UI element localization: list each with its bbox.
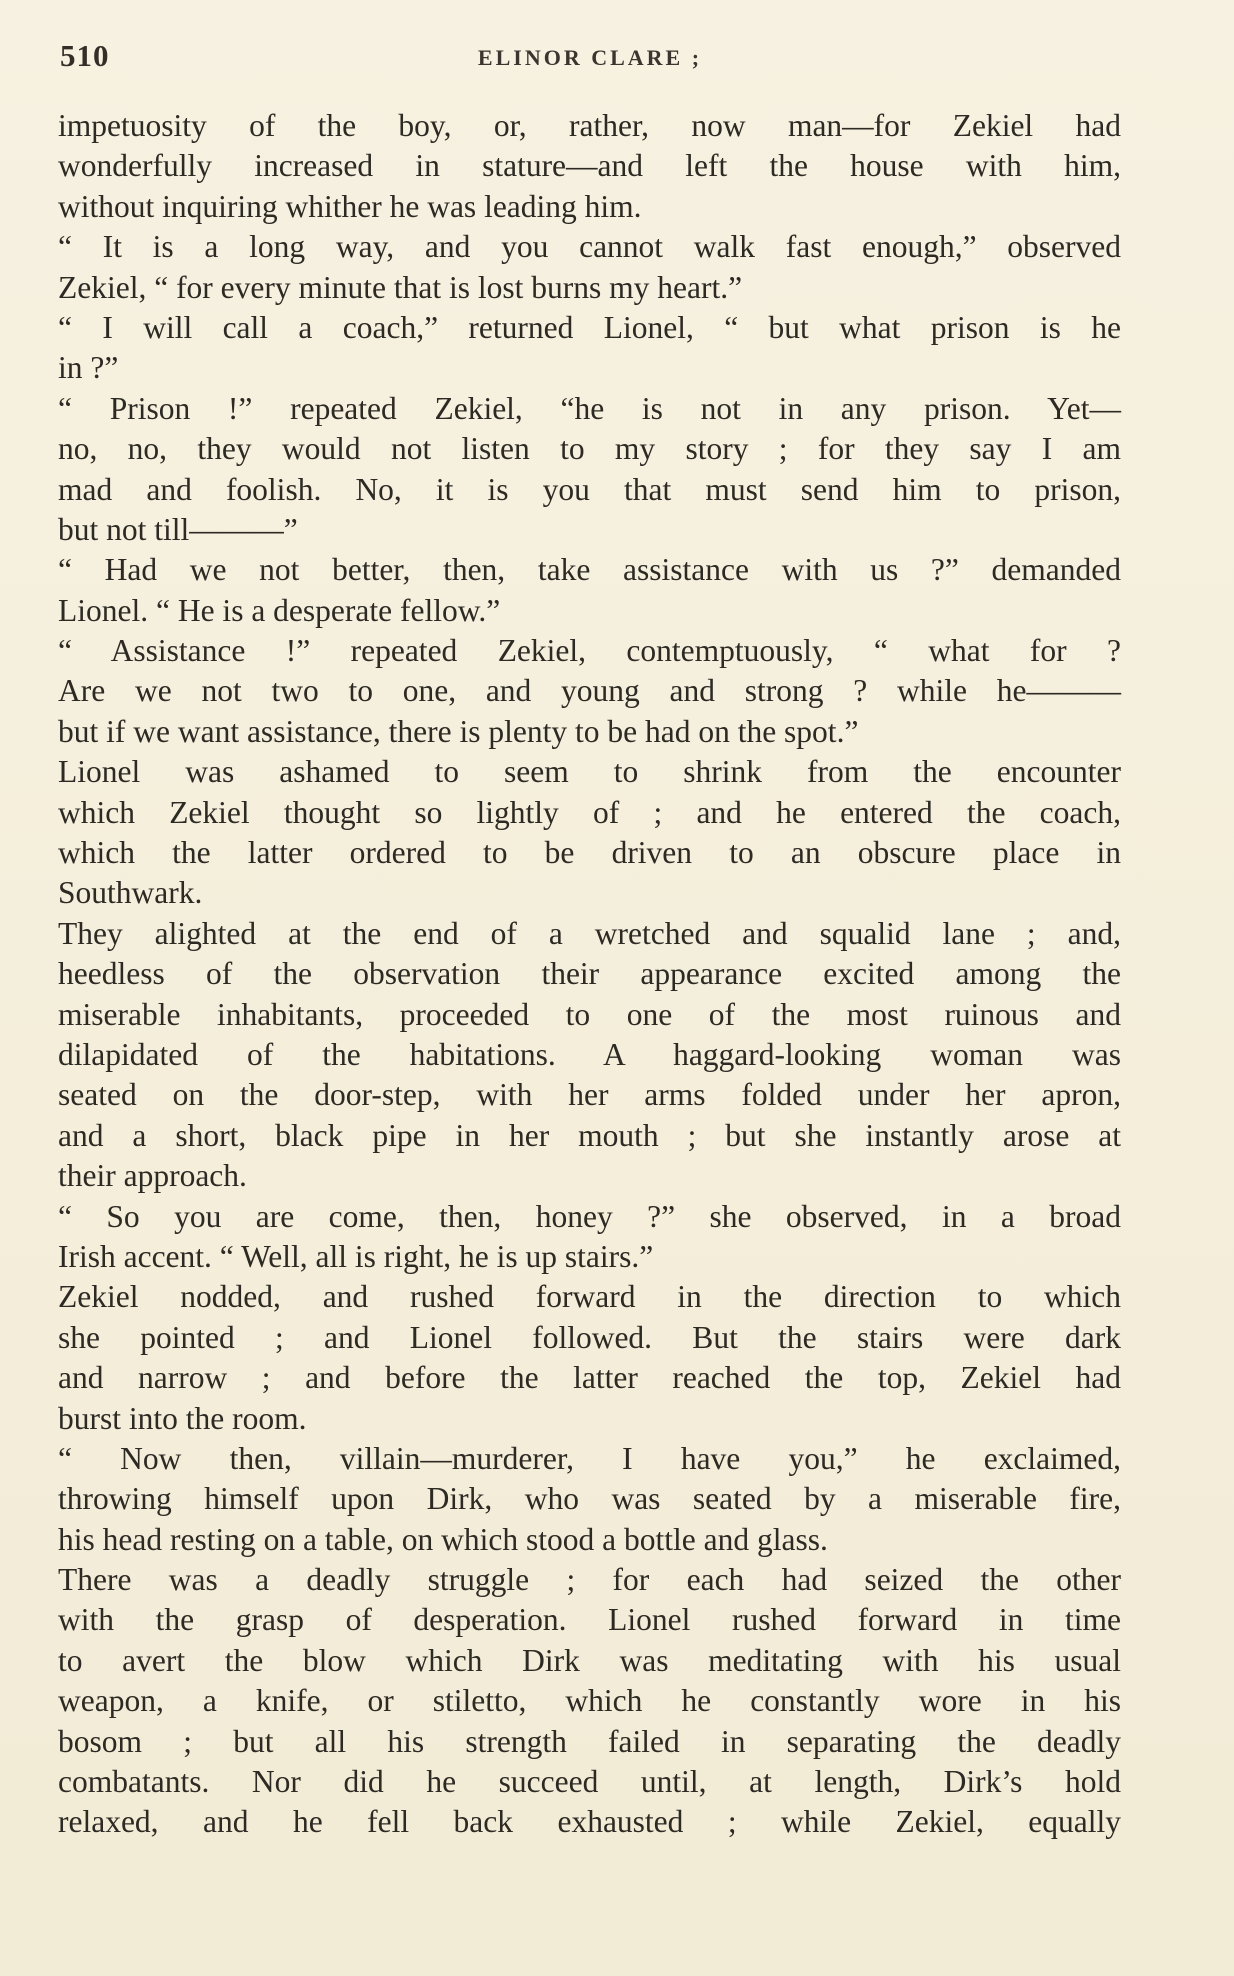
text-line: no, no, they would not listen to my story ; for they say I am <box>58 431 1121 467</box>
text-line: Lionel was ashamed to seem to shrink from the encounter <box>58 754 1121 790</box>
text-line: “ It is a long way, and you cannot walk fast enough,” observed <box>58 229 1121 265</box>
text-line: she pointed ; and Lionel followed. But the stairs were dark <box>58 1319 1121 1355</box>
text-line: dilapidated of the habitations. A haggard-looking woman was <box>58 1036 1121 1072</box>
text-line: to avert the blow which Dirk was meditating with his usual <box>58 1642 1121 1678</box>
text-line: Are we not two to one, and young and strong ? while he——— <box>58 673 1121 709</box>
text-line: seated on the door-step, with her arms folded under her apron, <box>58 1077 1121 1113</box>
text-line: “ So you are come, then, honey ?” she observed, in a broad <box>58 1198 1121 1234</box>
text-line: They alighted at the end of a wretched and squalid lane ; and, <box>58 915 1121 951</box>
running-head: ELINOR CLARE ; <box>477 45 703 70</box>
text-line: with the grasp of desperation. Lionel rushed forward in time <box>58 1602 1121 1638</box>
text-line: There was a deadly struggle ; for each had seized the other <box>58 1562 1121 1598</box>
text-line: mad and foolish. No, it is you that must send him to prison, <box>58 471 1121 507</box>
text-line: burst into the room. <box>58 1400 307 1436</box>
text-line: throwing himself upon Dirk, who was seated by a miserable fire, <box>58 1481 1121 1517</box>
text-line: “ Had we not better, then, take assistance with us ?” demanded <box>58 552 1121 588</box>
text-line: Southwark. <box>58 875 203 911</box>
text-line: Zekiel nodded, and rushed forward in the direction to which <box>58 1279 1121 1315</box>
text-line: “ Now then, villain—murderer, I have you,” he exclaimed, <box>58 1440 1121 1476</box>
text-line: “ Prison !” repeated Zekiel, “he is not in any prison. Yet— <box>58 390 1121 426</box>
text-line: heedless of the observation their appearance excited among the <box>58 956 1121 992</box>
text-line: and a short, black pipe in her mouth ; but she instantly arose at <box>58 1117 1121 1153</box>
text-line: his head resting on a table, on which stood a bottle and glass. <box>58 1521 828 1557</box>
text-line: weapon, a knife, or stiletto, which he constantly wore in his <box>58 1683 1121 1719</box>
body-text <box>58 106 1121 1843</box>
text-line: but if we want assistance, there is plenty to be had on the spot.” <box>58 713 859 749</box>
text-line: in ?” <box>58 350 119 386</box>
text-line: their approach. <box>58 1158 247 1194</box>
text-line: “ Assistance !” repeated Zekiel, contemptuously, “ what for ? <box>58 633 1121 669</box>
text-line: relaxed, and he fell back exhausted ; while Zekiel, equally <box>58 1804 1121 1840</box>
page-header <box>60 38 1120 88</box>
text-line: miserable inhabitants, proceeded to one of the most ruinous and <box>58 996 1121 1032</box>
text-line: which the latter ordered to be driven to an obscure place in <box>58 835 1121 871</box>
text-line: wonderfully increased in stature—and left the house with him, <box>58 148 1121 184</box>
page-number: 510 <box>60 38 110 73</box>
text-line: which Zekiel thought so lightly of ; and he entered the coach, <box>58 794 1121 830</box>
text-line: Irish accent. “ Well, all is right, he is up stairs.” <box>58 1238 654 1274</box>
text-line: Zekiel, “ for every minute that is lost burns my heart.” <box>58 269 743 305</box>
text-line: bosom ; but all his strength failed in separating the deadly <box>58 1723 1121 1759</box>
text-line: impetuosity of the boy, or, rather, now man—for Zekiel had <box>58 108 1121 143</box>
text-line: and narrow ; and before the latter reached the top, Zekiel had <box>58 1360 1121 1396</box>
text-line: but not till———” <box>58 511 298 547</box>
text-line: combatants. Nor did he succeed until, at length, Dirk’s hold <box>58 1764 1121 1800</box>
text-line: Lionel. “ He is a desperate fellow.” <box>58 592 501 628</box>
text-line: without inquiring whither he was leading him. <box>58 188 642 224</box>
text-line: “ I will call a coach,” returned Lionel, “ but what prison is he <box>58 309 1121 345</box>
